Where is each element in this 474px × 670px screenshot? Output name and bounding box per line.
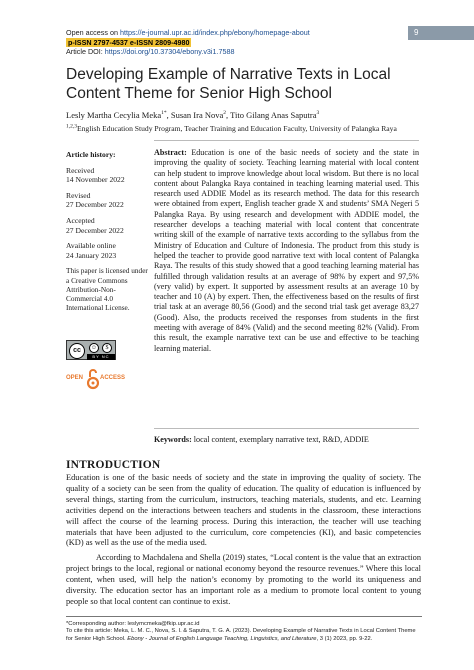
accepted-label: Accepted [66,215,95,225]
revised-label: Revised [66,190,91,200]
person-icon: ☺ [90,345,98,351]
no-dollar-icon: $ [102,343,112,353]
abstract [154,140,419,354]
online-date: 24 January 2023 [66,250,117,260]
article-history [66,150,148,312]
keywords-text: local content, exemplary narrative text, R&D, ADDIE [193,435,369,444]
body-paragraph: Education is one of the basic needs of society and the state in improving the quality of society. The quality of a society can be seen from the quality of education. The quality of education is influenced by several things, starting from the curriculum, instructors, teaching materials, students, and etc. Learning activities depend on the interactions between teachers and students in the classroom, these interactions will affect the course of the learning process. During this interaction, the teacher will use teaching materials that have been adjusted to the curriculum, core competencies (KI), and basic competencies (KD) as well as the use of the media used. [66,473,421,548]
doi-link[interactable]: https://doi.org/10.37304/ebony.v3i1.7588 [104,47,235,57]
citation-journal: Ebony - Journal of English Language Teaching, Linguistics, and Literature [127,635,317,642]
introduction-body [66,473,421,608]
author-name: Susan Ira Nova [170,110,224,120]
affiliation [66,124,436,134]
cc-by-nc-icon[interactable] [66,340,116,360]
open-access-logo [66,368,128,392]
history-accepted [66,216,148,235]
cc-icon: cc [69,343,85,359]
author-mark: 2 [223,110,227,117]
citation-text: Meka, L. M. C., Nova, S. I. & Saputra, T. G. A. (2023). Developing Example of Narrative Texts in Local Content Theme for Senior High School. [66,628,416,642]
keywords [154,428,419,445]
revised-date: 27 December 2022 [66,200,124,210]
article-title: Developing Example of Narrative Texts in Local Content Theme for Senior High School [66,66,391,102]
doi-line [66,47,422,57]
abstract-text: Education is one of the basic needs of society and the state in improving the quality of society. Teaching learning material with local content can help student to improve knowledge about local wisdom. But there is no local content about Palangka Raya contained in teaching learning material used. This research used ADDIE Model as its research method. The data for this research were obtained from expert, English teacher grade X and students’ SMA Negeri 5 Palangka Raya. By using research and development with ADDIE model, the researcher develops a teaching material with local content that concentrate writing skill of the example of narrative texts according to the syllabus from the Ministry of Education and Culture of Indonesia. The product from this study is helped the teacher to provide good narrative text with local content of Palangka Raya. The results of this study showed that a good teaching learning material has fulfilled through validation results at an average of 98% by expert and 97,5% (very valid) by expert. It supported by assessment results at an average 10 by teacher and 10 (A) by expert. Then, the effectiveness based on the results of first trial task at an average 80,56 (Good) and the second trial task get average 83,27 (Good). Also, the products received the responses from students in the first meeting with average of 84% (Valid) and the second meeting 82% (Valid). From this result, the example narrative text can be use and effective to be teaching learning material. [154,148,419,353]
affiliation-mark: 1,2,3 [66,123,77,130]
open-access-line [66,28,422,38]
author-list: Lesly Martha Cecylia Meka$^{1*}$, Susan Ira Nova$^2$, Tito Gilang Anas Saputra$^3$ [66,110,320,120]
cc-badge-label: BY NC [87,354,115,360]
abstract-label: Abstract: [154,148,187,157]
citation-tail: , 3 (1) 2023, pp. 9-22. [316,635,373,642]
citation [66,628,422,643]
page-footer [66,616,422,643]
received-label: Received [66,165,95,175]
history-online [66,241,148,260]
open-access-label: Open access on [66,28,118,37]
issn-bar: p-ISSN 2797-4537 e-ISSN 2809-4980 [68,37,190,47]
history-heading: Article history: [66,150,116,159]
page-number-tab: 9 [408,26,474,40]
author-name: Tito Gilang Anas Saputra [230,110,317,120]
running-header [66,28,422,57]
author-mark: 3 [316,110,320,117]
author-mark: 1* [161,110,167,117]
keywords-label: Keywords: [154,435,192,444]
history-received [66,166,148,185]
open-lock-icon [87,368,99,390]
doi-label: Article DOI: [66,47,103,57]
history-revised [66,191,148,210]
corresponding-author: *Corresponding author: leslymcmeka@fkip.upr.ac.id [66,621,200,627]
license-text: This paper is licensed under a Creative Commons Attribution-Non-Commercial 4.0 International License. [66,266,148,313]
accepted-date: 27 December 2022 [66,225,124,235]
citation-label: To cite this article: [66,628,113,635]
body-paragraph: According to Machdalena and Shella (2019) states, “Local content is the value that an extraction project brings to the local, regional or national economy beyond the resource revenues.” Where this local content, when used, will help the nation’s economy by promoting to the world its uniqueness and diversity. The education sector has an important role as a medium to promote local content to young people so that local content can continue to exist. [66,553,421,606]
affiliation-text: English Education Study Program, Teacher Training and Education Faculty, University of Palangka Raya [77,124,397,133]
open-access-word-open: OPEN [66,375,84,381]
journal-homepage-link[interactable]: https://e-journal.upr.ac.id/index.php/ebony/homepage-about [119,28,310,37]
open-access-word-access: ACCESS [100,375,126,381]
received-date: 14 November 2022 [66,175,125,185]
author-name: Lesly Martha Cecylia Meka [66,110,162,120]
section-heading-introduction: INTRODUCTION [66,459,161,471]
online-label: Available online [66,241,116,251]
